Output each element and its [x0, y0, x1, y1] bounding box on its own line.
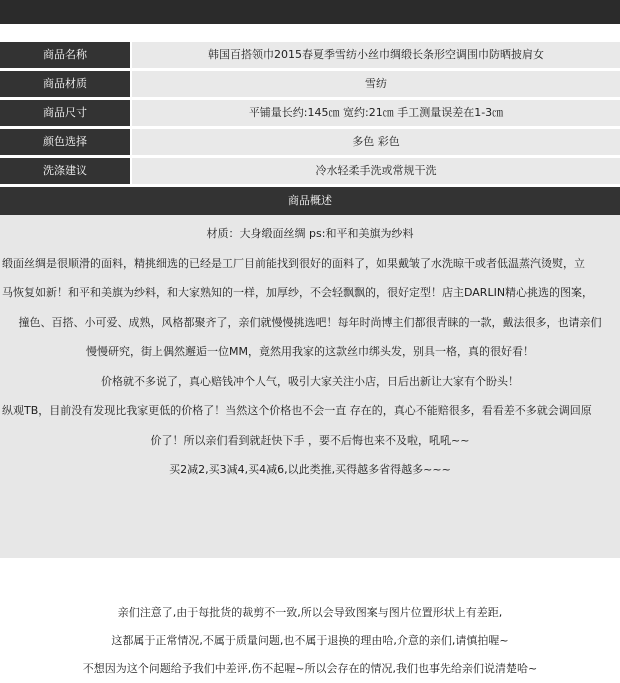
spec-label-name: 商品名称	[0, 42, 130, 68]
spec-value-name: 韩国百搭领巾2015春夏季雪纺小丝巾绸缎长条形空调围巾防晒披肩女	[132, 42, 620, 68]
description-line: 价格就不多说了，真心赔钱冲个人气，吸引大家关注小店，日后出新让大家有个盼头！	[101, 374, 519, 388]
spec-row-washing	[0, 158, 620, 184]
description-line: 纵观TB，目前没有发现比我家更低的价格了！当然这个价格也不会一直 存在的，真心不能赔很多，看看差不多就会调回原	[2, 404, 592, 417]
spec-value-color: 多色 彩色	[132, 129, 620, 155]
overview-description	[0, 215, 620, 558]
product-spec-table	[0, 42, 620, 184]
spec-label-material: 商品材质	[0, 71, 130, 97]
description-line: 撞色、百搭、小可爱、成熟，风格都聚齐了，亲们就慢慢挑选吧！每年时尚博主们都很青睐的一款，戴法很多，也请亲们	[18, 315, 602, 329]
spacer	[0, 24, 620, 42]
description-line: 慢慢研究，街上偶然邂逅一位MM，竟然用我家的这款丝巾绑头发，别具一格，真的很好看！	[86, 345, 534, 358]
description-line: 材质：大身缎面丝绸 ps:和平和美旗为纱料	[206, 227, 414, 240]
notice-section	[0, 558, 620, 683]
spec-label-washing: 洗涤建议	[0, 158, 130, 184]
description-line: 马恢复如新！和平和美旗为纱料，和大家熟知的一样，加厚纱，不会轻飘飘的，很好定型！店主DARLIN精心挑选的图案，	[2, 286, 594, 299]
notice-line: 亲们注意了,由于每批货的裁剪不一致,所以会导致图案与图片位置形状上有差距,	[117, 606, 503, 619]
notice-line: 这都属于正常情况,不属于质量问题,也不属于退换的理由哈,介意的亲们,请慎拍喔~	[111, 634, 509, 647]
spec-label-size: 商品尺寸	[0, 100, 130, 126]
overview-header: 商品概述	[0, 187, 620, 215]
description-line: 价了！所以亲们看到就赶快下手 ，要不后悔也来不及啦，吼吼~~	[150, 433, 470, 447]
notice-line: 不想因为这个问题给予我们中差评,伤不起喔~所以会存在的情况,我们也事先给亲们说清楚哈~	[82, 662, 538, 675]
spec-value-washing: 冷水轻柔手洗或常规干洗	[132, 158, 620, 184]
spec-row-name	[0, 42, 620, 68]
top-banner-bar	[0, 0, 620, 24]
spec-row-material	[0, 71, 620, 97]
spec-value-material: 雪纺	[132, 71, 620, 97]
spec-row-color	[0, 129, 620, 155]
spec-row-size	[0, 100, 620, 126]
description-line: 缎面丝绸是很顺滑的面料，精挑细选的已经是工厂目前能找到很好的面料了，如果戴皱了水洗晾干或者低温蒸汽烫熨，立	[2, 256, 585, 270]
spec-value-size: 平铺量长约:145㎝ 宽约:21㎝ 手工测量误差在1-3㎝	[132, 100, 620, 126]
description-line: 买2减2,买3减4,买4减6,以此类推,买得越多省得越多~~~	[169, 463, 451, 476]
spec-label-color: 颜色选择	[0, 129, 130, 155]
